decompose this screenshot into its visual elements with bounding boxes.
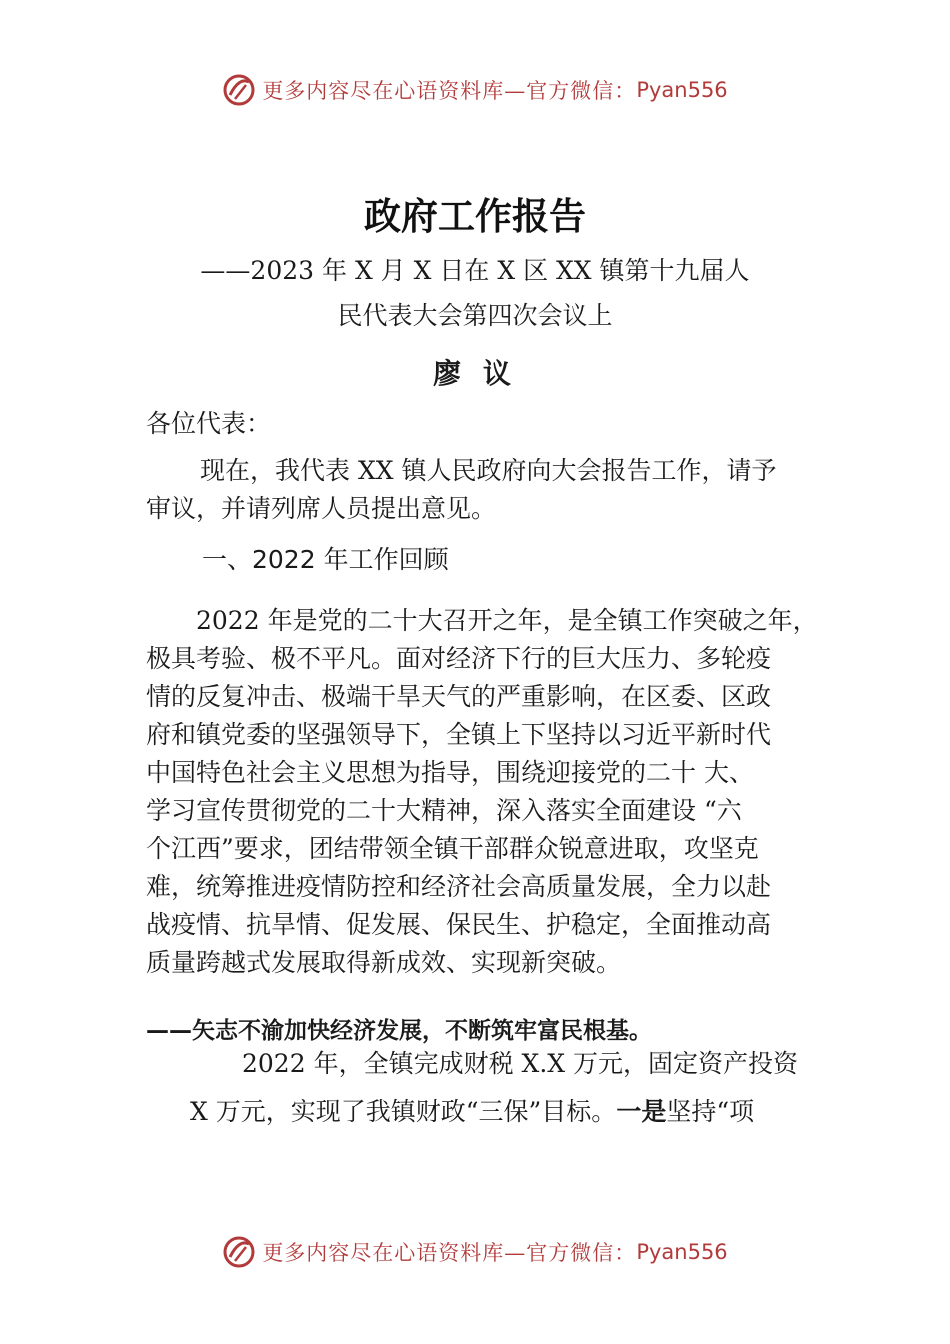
header-watermark: [0, 70, 950, 110]
economy-text: X 万元，实现了我镇财政“三保”目标。: [190, 1097, 617, 1126]
paragraph-line: 府和镇党委的坚强领导下，全镇上下坚持以习近平新时代: [146, 720, 772, 749]
subtitle-line-2: 民代表大会第四次会议上: [337, 301, 613, 330]
document-title: 政府工作报告: [364, 195, 586, 238]
paragraph-line: 战疫情、抗旱情、促发展、保民生、护稳定，全面推动高: [146, 910, 772, 939]
economy-text-tail: 坚持“项: [666, 1097, 755, 1126]
watermark-handle: Pyan556: [636, 78, 728, 102]
paragraph-line: 学习宣传贯彻党的二十大精神，深入落实全面建设 “六: [146, 796, 742, 825]
section-heading: 一、2022 年工作回顾: [202, 545, 449, 574]
economy-line-2: [190, 1092, 850, 1128]
intro-paragraph: 现在，我代表 XX 镇人民政府向大会报告工作，请予 审议，并请列席人员提出意见。: [146, 456, 777, 523]
subtitle-line-1: ——2023 年 X 月 X 日在 X 区 XX 镇第十九届人: [200, 256, 750, 285]
author: 廖 议: [433, 357, 517, 390]
footer-watermark: [0, 1232, 950, 1272]
bold-subheading: ——矢志不渝加快经济发展，不断筑牢富民根基。: [146, 1018, 652, 1044]
watermark-handle: Pyan556: [636, 1240, 728, 1264]
watermark-text: 更多内容尽在心语资料库—官方微信：: [262, 1241, 637, 1265]
paragraph-line: 极具考验、极不平凡。面对经济下行的巨大压力、多轮疫: [146, 644, 772, 673]
paragraph-line: 难，统筹推进疫情防控和经济社会高质量发展，全力以赴: [146, 872, 772, 901]
brush-logo-icon: [222, 73, 256, 107]
watermark-text: 更多内容尽在心语资料库—官方微信：: [262, 79, 637, 103]
brush-logo-icon: [222, 1235, 256, 1269]
salutation: 各位代表：: [146, 409, 272, 438]
review-paragraph: [146, 602, 818, 982]
economy-line-1: 2022 年，全镇完成财税 X.X 万元，固定资产投资: [242, 1049, 799, 1078]
emphasis-first: 一是: [616, 1097, 667, 1126]
paragraph-line: 质量跨越式发展取得新成效、实现新突破。: [146, 948, 622, 977]
paragraph-line: 个江西”要求，团结带领全镇干部群众锐意进取，攻坚克: [146, 834, 759, 863]
paragraph-line: 情的反复冲击、极端干旱天气的严重影响，在区委、区政: [146, 682, 772, 711]
paragraph-line: 中国特色社会主义思想为指导，围绕迎接党的二十 大、: [146, 758, 754, 787]
paragraph-line: 2022 年是党的二十大召开之年，是全镇工作突破之年，: [196, 606, 818, 635]
